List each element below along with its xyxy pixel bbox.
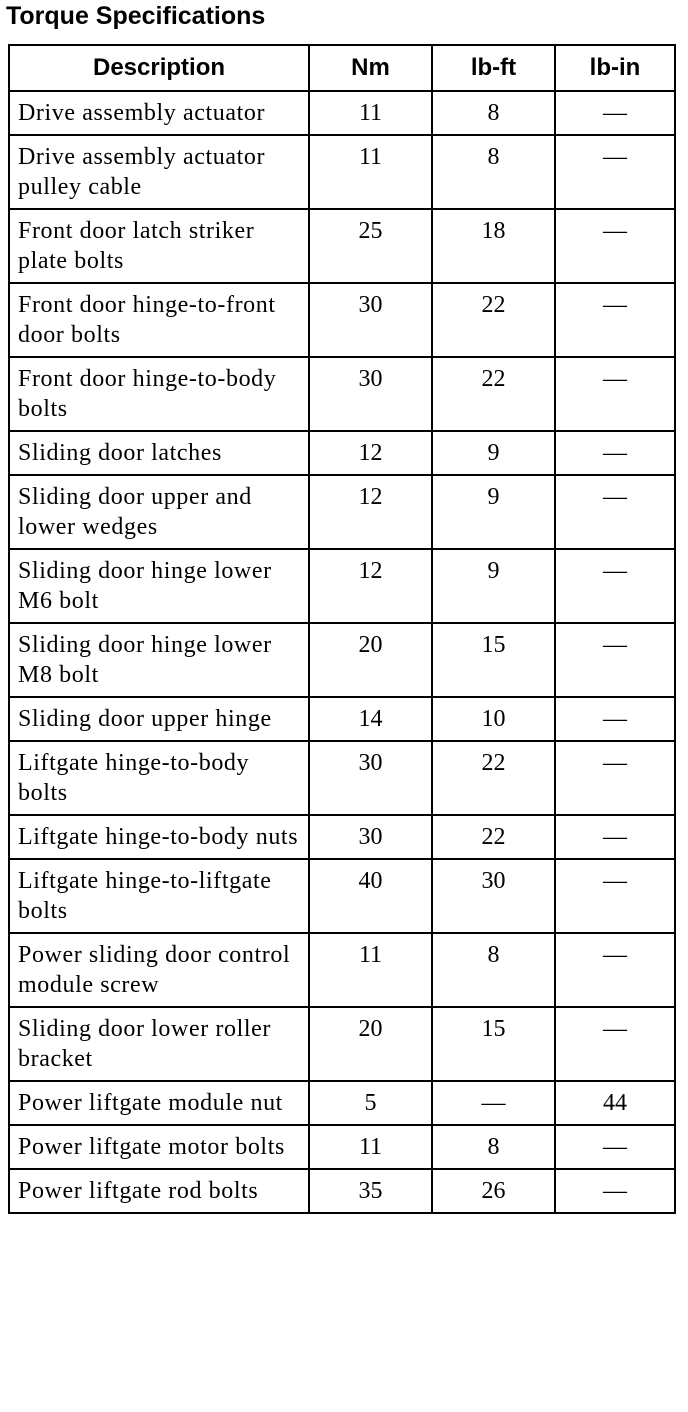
lb-in-cell: — — [555, 431, 675, 475]
lb-ft-cell: 9 — [432, 549, 555, 623]
lb-in-cell: — — [555, 91, 675, 135]
lb-in-cell: — — [555, 859, 675, 933]
lb-ft-cell: 30 — [432, 859, 555, 933]
lb-in-cell: — — [555, 357, 675, 431]
table-row — [9, 697, 675, 741]
lb-ft-cell: 22 — [432, 283, 555, 357]
table-row — [9, 91, 675, 135]
table-row — [9, 1081, 675, 1125]
column-header-lb-in: lb-in — [555, 45, 675, 91]
table-row — [9, 283, 675, 357]
lb-ft-cell: 10 — [432, 697, 555, 741]
lb-in-cell: — — [555, 933, 675, 1007]
description-cell: Front door hinge-to-body bolts — [9, 357, 309, 431]
description-cell: Front door latch striker plate bolts — [9, 209, 309, 283]
lb-ft-cell: 15 — [432, 623, 555, 697]
lb-ft-cell: 22 — [432, 815, 555, 859]
nm-cell: 25 — [309, 209, 432, 283]
description-cell: Sliding door upper hinge — [9, 697, 309, 741]
header-row — [9, 45, 675, 91]
page-title: Torque Specifications — [6, 2, 266, 30]
nm-cell: 14 — [309, 697, 432, 741]
lb-in-cell: 44 — [555, 1081, 675, 1125]
description-cell: Power liftgate rod bolts — [9, 1169, 309, 1213]
nm-cell: 11 — [309, 1125, 432, 1169]
table-row — [9, 815, 675, 859]
nm-cell: 11 — [309, 135, 432, 209]
lb-ft-cell: 8 — [432, 1125, 555, 1169]
lb-in-cell: — — [555, 549, 675, 623]
nm-cell: 30 — [309, 283, 432, 357]
lb-ft-cell: 22 — [432, 741, 555, 815]
description-cell: Liftgate hinge-to-body nuts — [9, 815, 309, 859]
description-cell: Drive assembly actuator — [9, 91, 309, 135]
lb-in-cell: — — [555, 475, 675, 549]
description-cell: Sliding door hinge lower M8 bolt — [9, 623, 309, 697]
table-row — [9, 1169, 675, 1213]
table-row — [9, 1125, 675, 1169]
lb-in-cell: — — [555, 1169, 675, 1213]
lb-in-cell: — — [555, 697, 675, 741]
nm-cell: 30 — [309, 815, 432, 859]
table-row — [9, 209, 675, 283]
table-row — [9, 741, 675, 815]
nm-cell: 11 — [309, 91, 432, 135]
nm-cell: 30 — [309, 741, 432, 815]
description-cell: Sliding door hinge lower M6 bolt — [9, 549, 309, 623]
lb-ft-cell: — — [432, 1081, 555, 1125]
description-cell: Drive assembly actuator pulley cable — [9, 135, 309, 209]
table-row — [9, 933, 675, 1007]
lb-ft-cell: 15 — [432, 1007, 555, 1081]
column-header-description: Description — [9, 45, 309, 91]
lb-in-cell: — — [555, 623, 675, 697]
lb-in-cell: — — [555, 135, 675, 209]
lb-in-cell: — — [555, 815, 675, 859]
lb-ft-cell: 8 — [432, 135, 555, 209]
table-row — [9, 357, 675, 431]
table-header — [9, 45, 675, 91]
column-header-lb-ft: lb-ft — [432, 45, 555, 91]
nm-cell: 12 — [309, 431, 432, 475]
lb-in-cell: — — [555, 1007, 675, 1081]
nm-cell: 12 — [309, 549, 432, 623]
lb-in-cell: — — [555, 741, 675, 815]
nm-cell: 30 — [309, 357, 432, 431]
nm-cell: 20 — [309, 1007, 432, 1081]
description-cell: Front door hinge-to-front door bolts — [9, 283, 309, 357]
table-row — [9, 859, 675, 933]
description-cell: Power liftgate motor bolts — [9, 1125, 309, 1169]
lb-ft-cell: 26 — [432, 1169, 555, 1213]
lb-ft-cell: 8 — [432, 933, 555, 1007]
table-row — [9, 431, 675, 475]
column-header-nm: Nm — [309, 45, 432, 91]
lb-in-cell: — — [555, 209, 675, 283]
torque-specifications-table — [8, 44, 676, 1214]
description-cell: Sliding door upper and lower wedges — [9, 475, 309, 549]
description-cell: Liftgate hinge-to-liftgate bolts — [9, 859, 309, 933]
lb-ft-cell: 9 — [432, 431, 555, 475]
description-cell: Liftgate hinge-to-body bolts — [9, 741, 309, 815]
lb-in-cell: — — [555, 283, 675, 357]
nm-cell: 12 — [309, 475, 432, 549]
description-cell: Sliding door latches — [9, 431, 309, 475]
lb-ft-cell: 9 — [432, 475, 555, 549]
table-row — [9, 475, 675, 549]
description-cell: Power sliding door control module screw — [9, 933, 309, 1007]
table-row — [9, 135, 675, 209]
nm-cell: 5 — [309, 1081, 432, 1125]
nm-cell: 35 — [309, 1169, 432, 1213]
nm-cell: 11 — [309, 933, 432, 1007]
description-cell: Power liftgate module nut — [9, 1081, 309, 1125]
table-body — [9, 91, 675, 1213]
table-row — [9, 623, 675, 697]
lb-in-cell: — — [555, 1125, 675, 1169]
lb-ft-cell: 22 — [432, 357, 555, 431]
lb-ft-cell: 18 — [432, 209, 555, 283]
description-cell: Sliding door lower roller bracket — [9, 1007, 309, 1081]
nm-cell: 20 — [309, 623, 432, 697]
table-row — [9, 1007, 675, 1081]
table-row — [9, 549, 675, 623]
nm-cell: 40 — [309, 859, 432, 933]
lb-ft-cell: 8 — [432, 91, 555, 135]
